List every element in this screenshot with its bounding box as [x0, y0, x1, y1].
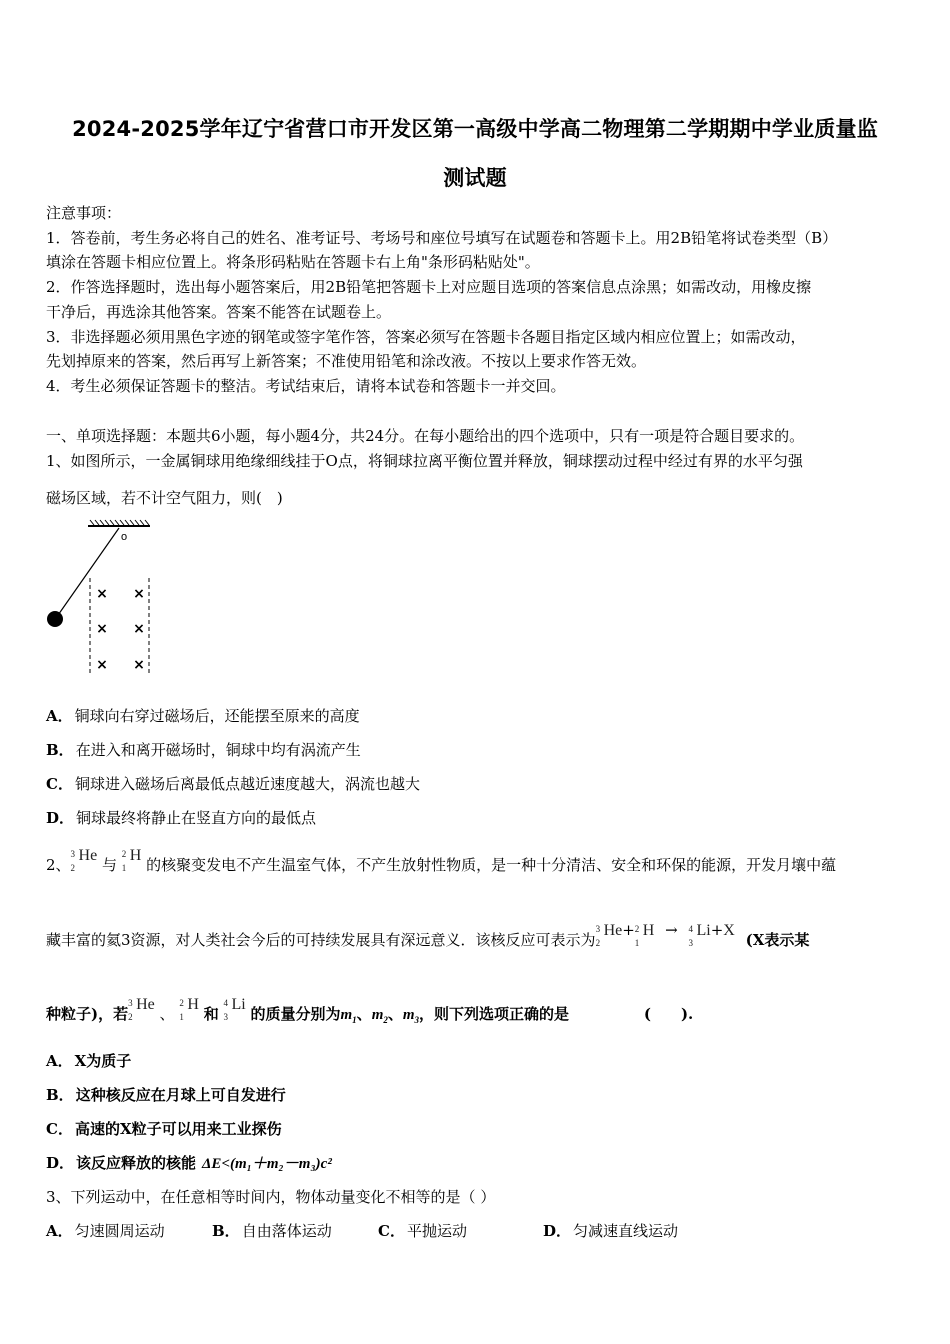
nuclide-h2: 2 1 H [179, 996, 199, 1022]
field-cross: × [96, 586, 108, 602]
copper-ball [47, 611, 63, 627]
field-cross: × [133, 586, 145, 602]
notice-heading: 注意事项： [46, 204, 122, 222]
section-header: 一、单项选择题：本题共6小题，每小题4分，共24分。在每小题给出的四个选项中，只有一项是符合题目要求的。 [46, 427, 805, 445]
q2-stem-line1: 2、 3 2 He 与 2 1 H 的核聚变发电不产生温室气体，不产生放射性物质，是一种十分清洁、安全和环保的能源，开发月壤中蕴 [46, 847, 837, 874]
q1-option-c: C． 铜球进入磁场后离最低点越近速度越大，涡流也越大 [46, 775, 420, 793]
q2-stem-line2: 藏丰富的氦3资源，对人类社会今后的可持续发展具有深远意义．该核反应可表示为 3 2 He+ 2 1 H → 4 3 Li+X (X表示某 [46, 921, 810, 949]
notice-line: 4．考生必须保证答题卡的整洁。考试结束后，请将本试卷和答题卡一并交回。 [46, 377, 566, 395]
notice-line: 填涂在答题卡相应位置上。将条形码粘贴在答题卡右上角"条形码粘贴处"。 [46, 253, 540, 271]
nuclide-he3: 3 2 He [595, 922, 623, 948]
q1-option-a: A． 铜球向右穿过磁场后，还能摆至原来的高度 [46, 707, 360, 725]
nuclide-he3: 3 2 He [70, 847, 98, 873]
notice-line: 干净后，再选涂其他答案。答案不能答在试题卷上。 [46, 303, 392, 321]
q2-option-c: C． 高速的X粒子可以用来工业探伤 [46, 1120, 282, 1138]
particle-x: X [723, 922, 735, 939]
pendulum-figure [44, 518, 154, 676]
q2-option-d: D． 该反应释放的核能 ΔE<(m₁＋m₂－m₃)c² [46, 1154, 332, 1172]
field-cross: × [133, 621, 145, 637]
q3-option-b: B． 自由落体运动 [212, 1222, 332, 1240]
q3-option-c: C． 平抛运动 [378, 1222, 467, 1240]
exam-title-line1: 2024-2025学年辽宁省营口市开发区第一高级中学高二物理第二学期期中学业质量监 [72, 117, 878, 141]
notice-line: 先划掉原来的答案，然后再写上新答案；不准使用铅笔和涂改液。不按以上要求作答无效。 [46, 352, 647, 370]
field-cross: × [96, 621, 108, 637]
nuclide-h2: 2 1 H [121, 847, 142, 873]
pendulum-string [56, 528, 119, 618]
q2-stem-line3: 种粒子)，若 3 2 He 、 2 1 H 和 4 3 Li 的质量分别为$m_1$、$m_2$、$m_3$，则下列选项正确的是 ( ). [46, 996, 694, 1025]
q2-option-a: A． X为质子 [46, 1052, 132, 1070]
field-cross: × [96, 657, 108, 673]
notice-line: 2．作答选择题时，选出每小题答案后，用2B铅笔把答题卡上对应题目选项的答案信息点涂黑；如需改动，用橡皮擦 [46, 278, 812, 296]
q1-stem-line2: 磁场区域，若不计空气阻力，则( ) [46, 489, 283, 507]
nuclide-li4: 4 3 Li [688, 922, 711, 948]
field-cross: × [133, 657, 145, 673]
nuclide-h2: 2 1 H [634, 922, 655, 948]
q3-stem: 3、下列运动中，在任意相等时间内，物体动量变化不相等的是（ ） [46, 1188, 496, 1206]
reaction-arrow: → [665, 921, 678, 939]
q3-option-d: D． 匀减速直线运动 [543, 1222, 679, 1240]
pivot-label-o: o [121, 531, 128, 543]
ceiling-hatch [90, 520, 149, 525]
nuclide-li4: 4 3 Li [223, 996, 246, 1022]
q1-stem-line1: 1、如图所示，一金属铜球用绝缘细线挂于O点，将铜球拉离平衡位置并释放，铜球摆动过程中经过有界的水平匀强 [46, 452, 803, 470]
q1-option-b: B． 在进入和离开磁场时，铜球中均有涡流产生 [46, 741, 361, 759]
notice-line: 1．答卷前，考生务必将自己的姓名、准考证号、考场号和座位号填写在试题卷和答题卡上。用2B铅笔将试卷类型（B） [46, 229, 838, 247]
exam-title-line2: 测试题 [443, 166, 507, 190]
nuclide-he3: 3 2 He [128, 996, 155, 1022]
notice-line: 3．非选择题必须用黑色字迹的钢笔或签字笔作答，答案必须写在答题卡各题目指定区域内相应位置上；如需改动， [46, 328, 806, 346]
q1-option-d: D． 铜球最终将静止在竖直方向的最低点 [46, 809, 317, 827]
q3-option-a: A． 匀速圆周运动 [46, 1222, 165, 1240]
q2-option-b: B． 这种核反应在月球上可自发进行 [46, 1086, 286, 1104]
